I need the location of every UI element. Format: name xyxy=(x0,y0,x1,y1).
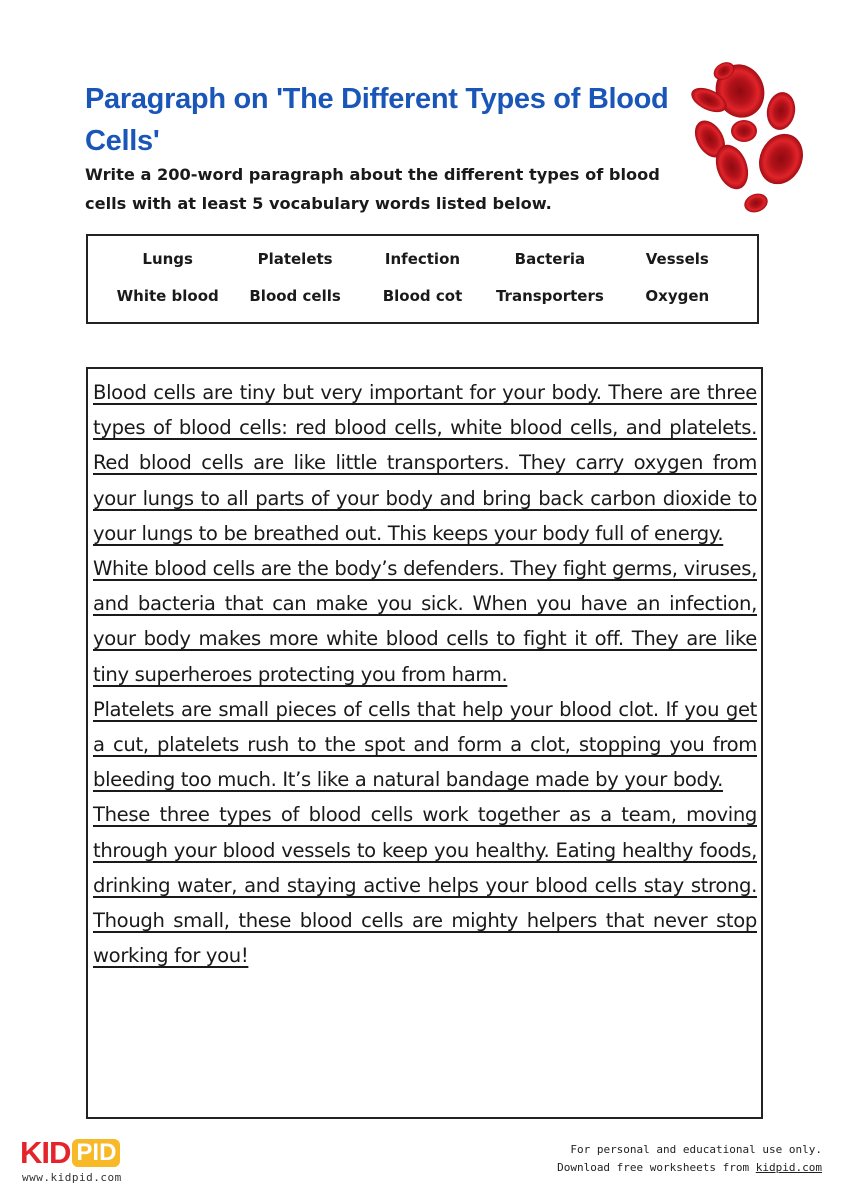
instructions-text: Write a 200-word paragraph about the different types of blood cells with at least 5 vocabulary words listed below. xyxy=(85,165,660,213)
vocab-word: Bacteria xyxy=(514,250,586,268)
vocab-word: White blood xyxy=(116,287,219,305)
vocabulary-box xyxy=(86,234,759,324)
paragraph-conclusion: These three types of blood cells work together as a team, moving through your blood vessels to keep you healthy. Eating healthy foods, drinking water, and staying active helps your blood cells stay strong. Though small, these blood cells are mighty helpers that never stop working for you! xyxy=(93,803,757,968)
vocab-word: Blood cells xyxy=(249,287,341,305)
footer-line-download xyxy=(557,1159,822,1177)
logo-url: www.kidpid.com xyxy=(22,1171,122,1184)
vocab-word: Oxygen xyxy=(645,287,710,305)
logo-kid-text: KID xyxy=(20,1135,71,1170)
logo-mark xyxy=(20,1137,120,1169)
paragraph-red-blood-cells: Blood cells are tiny but very important for your body. There are three types of blood cells: red blood cells, white blood cells, and platelets. Red blood cells are like little transporters. They carry oxygen from your lungs to all parts of your body and bring back carbon dioxide to your lungs to be breathed out. This keeps your body full of energy. xyxy=(93,381,757,545)
page-title: Paragraph on 'The Different Types of Blood Cells' xyxy=(85,83,669,157)
footer-notice xyxy=(557,1141,822,1177)
kidpid-logo[interactable] xyxy=(20,1137,140,1187)
logo-pid-text: PID xyxy=(72,1139,120,1167)
blood-cells-illustration xyxy=(676,55,816,225)
paragraph-body xyxy=(93,375,757,973)
paragraph-box xyxy=(86,367,763,1119)
vocab-word: Vessels xyxy=(645,250,709,268)
vocab-word: Platelets xyxy=(257,250,333,268)
vocabulary-grid xyxy=(104,248,741,307)
vocab-word: Infection xyxy=(384,250,461,268)
vocab-word: Transporters xyxy=(495,287,604,305)
paragraph-platelets: Platelets are small pieces of cells that help your blood clot. If you get a cut, platelets rush to the spot and form a clot, stopping you from bleeding too much. It’s like a natural bandage made by your body. xyxy=(93,697,757,792)
paragraph-white-blood-cells: White blood cells are the body’s defenders. They fight germs, viruses, and bacteria that can make you sick. When you have an infection, your body makes more white blood cells to fight it off. They are like tiny superheroes protecting you from harm. xyxy=(93,557,757,686)
vocab-word: Lungs xyxy=(142,250,193,268)
footer-download-prefix: Download free worksheets from xyxy=(557,1161,756,1174)
vocab-word: Blood cot xyxy=(382,287,463,305)
footer-kidpid-link[interactable]: kidpid.com xyxy=(755,1161,822,1174)
footer-line-usage: For personal and educational use only. xyxy=(570,1143,822,1156)
